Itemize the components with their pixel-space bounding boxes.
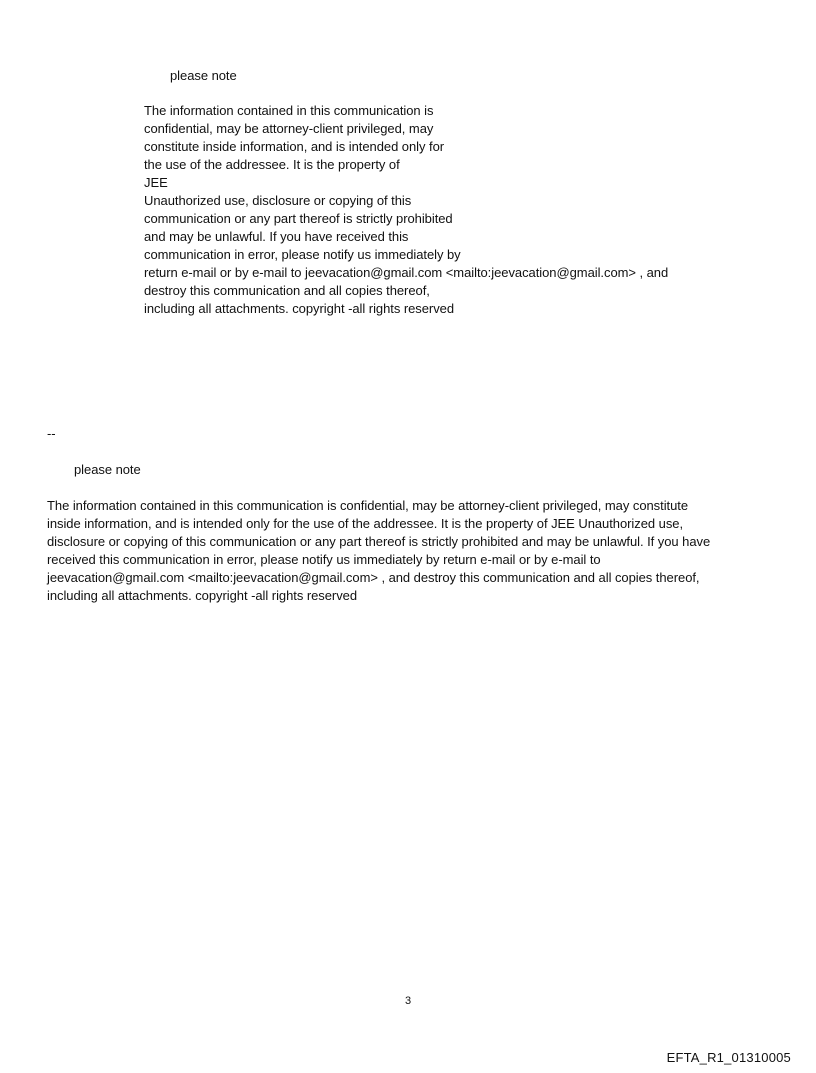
first-notice-line: return e-mail or by e-mail to jeevacation@gmail.com <mailto:jeevacation@gmail.com> , and: [144, 265, 669, 280]
first-notice-line: The information contained in this communication is: [144, 103, 434, 118]
first-notice-line: destroy this communication and all copies thereof,: [144, 283, 430, 298]
page-number: 3: [404, 995, 412, 1007]
first-notice-line: constitute inside information, and is intended only for: [144, 139, 445, 154]
second-notice-line: jeevacation@gmail.com <mailto:jeevacation@gmail.com> , and destroy this communication and all copies thereof,: [47, 570, 700, 585]
signature-separator: --: [47, 426, 56, 441]
first-notice-heading: please note: [170, 68, 237, 83]
second-notice-line: inside information, and is intended only for the use of the addressee. It is the property of JEE Unauthorized use,: [47, 516, 684, 531]
bates-number: EFTA_R1_01310005: [666, 1050, 791, 1065]
second-notice-line: including all attachments. copyright -all rights reserved: [47, 588, 358, 603]
first-notice-line: the use of the addressee. It is the property of: [144, 157, 400, 172]
first-notice-line: including all attachments. copyright -all rights reserved: [144, 301, 455, 316]
first-notice-line: confidential, may be attorney-client privileged, may: [144, 121, 434, 136]
first-notice-line: communication in error, please notify us immediately by: [144, 247, 461, 262]
first-notice-line: and may be unlawful. If you have received this: [144, 229, 409, 244]
second-notice-line: disclosure or copying of this communication or any part thereof is strictly prohibited and may be unlawful. If you have: [47, 534, 711, 549]
first-notice-line: communication or any part thereof is strictly prohibited: [144, 211, 453, 226]
second-notice-line: received this communication in error, please notify us immediately by return e-mail or by e-mail to: [47, 552, 601, 567]
second-notice-heading: please note: [74, 462, 141, 477]
first-notice-line: JEE: [144, 175, 168, 190]
first-notice-line: Unauthorized use, disclosure or copying of this: [144, 193, 412, 208]
second-notice-line: The information contained in this communication is confidential, may be attorney-client privileged, may constitute: [47, 498, 689, 513]
